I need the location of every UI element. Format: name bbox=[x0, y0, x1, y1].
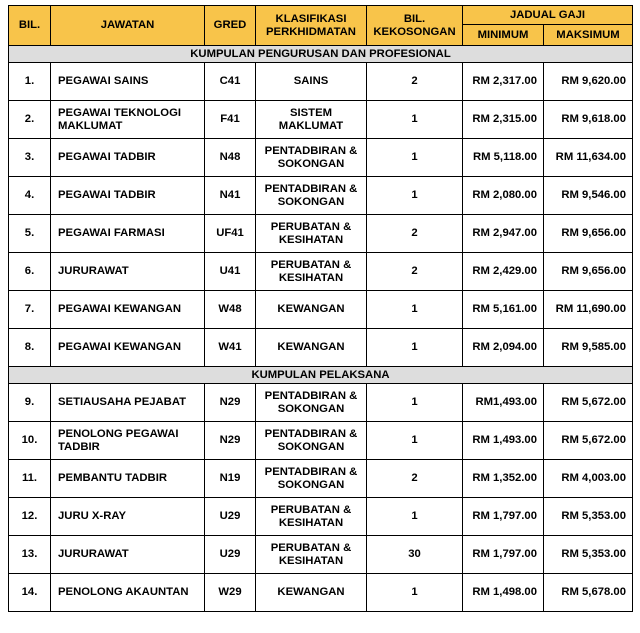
cell-gred: UF41 bbox=[205, 215, 256, 253]
cell-klasifikasi: SAINS bbox=[256, 63, 367, 101]
cell-jawatan: JURURAWAT bbox=[51, 536, 205, 574]
cell-minimum: RM 2,315.00 bbox=[463, 101, 544, 139]
cell-kekosongan: 30 bbox=[367, 536, 463, 574]
cell-klasifikasi: SISTEM MAKLUMAT bbox=[256, 101, 367, 139]
cell-klasifikasi: PENTADBIRAN & SOKONGAN bbox=[256, 460, 367, 498]
cell-jawatan: PEGAWAI TADBIR bbox=[51, 139, 205, 177]
cell-kekosongan: 1 bbox=[367, 574, 463, 612]
group-title: KUMPULAN PELAKSANA bbox=[9, 367, 633, 384]
cell-kekosongan: 1 bbox=[367, 291, 463, 329]
cell-maksimum: RM 5,672.00 bbox=[544, 384, 633, 422]
cell-gred: N29 bbox=[205, 384, 256, 422]
cell-gred: N41 bbox=[205, 177, 256, 215]
cell-jawatan: PEGAWAI FARMASI bbox=[51, 215, 205, 253]
cell-jawatan: PENOLONG AKAUNTAN bbox=[51, 574, 205, 612]
cell-bil: 13. bbox=[9, 536, 51, 574]
cell-kekosongan: 1 bbox=[367, 177, 463, 215]
cell-klasifikasi: KEWANGAN bbox=[256, 329, 367, 367]
cell-minimum: RM 2,317.00 bbox=[463, 63, 544, 101]
cell-jawatan: PEGAWAI KEWANGAN bbox=[51, 291, 205, 329]
cell-jawatan: JURURAWAT bbox=[51, 253, 205, 291]
cell-gred: C41 bbox=[205, 63, 256, 101]
cell-minimum: RM1,493.00 bbox=[463, 384, 544, 422]
cell-gred: W41 bbox=[205, 329, 256, 367]
cell-kekosongan: 2 bbox=[367, 460, 463, 498]
group-row bbox=[9, 367, 633, 384]
table-row bbox=[9, 253, 633, 291]
header-jawatan: JAWATAN bbox=[51, 6, 205, 46]
cell-maksimum: RM 5,672.00 bbox=[544, 422, 633, 460]
cell-kekosongan: 1 bbox=[367, 139, 463, 177]
cell-kekosongan: 1 bbox=[367, 422, 463, 460]
cell-maksimum: RM 9,546.00 bbox=[544, 177, 633, 215]
table-row bbox=[9, 574, 633, 612]
cell-gred: N29 bbox=[205, 422, 256, 460]
table-body bbox=[9, 46, 633, 612]
cell-minimum: RM 1,352.00 bbox=[463, 460, 544, 498]
cell-klasifikasi: KEWANGAN bbox=[256, 574, 367, 612]
header-maksimum: MAKSIMUM bbox=[544, 25, 633, 46]
table-row bbox=[9, 177, 633, 215]
cell-kekosongan: 1 bbox=[367, 498, 463, 536]
cell-bil: 9. bbox=[9, 384, 51, 422]
cell-jawatan: JURU X-RAY bbox=[51, 498, 205, 536]
cell-bil: 11. bbox=[9, 460, 51, 498]
cell-gred: U29 bbox=[205, 498, 256, 536]
cell-minimum: RM 5,161.00 bbox=[463, 291, 544, 329]
table-row bbox=[9, 291, 633, 329]
cell-klasifikasi: PENTADBIRAN & SOKONGAN bbox=[256, 139, 367, 177]
cell-gred: N19 bbox=[205, 460, 256, 498]
header-bil: BIL. bbox=[9, 6, 51, 46]
cell-jawatan: PEGAWAI TEKNOLOGI MAKLUMAT bbox=[51, 101, 205, 139]
cell-klasifikasi: KEWANGAN bbox=[256, 291, 367, 329]
cell-gred: U41 bbox=[205, 253, 256, 291]
table-row bbox=[9, 384, 633, 422]
cell-maksimum: RM 4,003.00 bbox=[544, 460, 633, 498]
cell-maksimum: RM 9,585.00 bbox=[544, 329, 633, 367]
cell-minimum: RM 1,493.00 bbox=[463, 422, 544, 460]
cell-maksimum: RM 9,656.00 bbox=[544, 253, 633, 291]
cell-minimum: RM 1,797.00 bbox=[463, 536, 544, 574]
cell-kekosongan: 2 bbox=[367, 253, 463, 291]
cell-kekosongan: 2 bbox=[367, 63, 463, 101]
cell-klasifikasi: PERUBATAN & KESIHATAN bbox=[256, 215, 367, 253]
table-row bbox=[9, 460, 633, 498]
cell-jawatan: PENOLONG PEGAWAI TADBIR bbox=[51, 422, 205, 460]
cell-klasifikasi: PERUBATAN & KESIHATAN bbox=[256, 498, 367, 536]
cell-bil: 1. bbox=[9, 63, 51, 101]
cell-maksimum: RM 5,678.00 bbox=[544, 574, 633, 612]
cell-gred: N48 bbox=[205, 139, 256, 177]
group-row bbox=[9, 46, 633, 63]
header-gred: GRED bbox=[205, 6, 256, 46]
header-kekosongan: BIL. KEKOSONGAN bbox=[367, 6, 463, 46]
cell-gred: F41 bbox=[205, 101, 256, 139]
table-row bbox=[9, 101, 633, 139]
header-minimum: MINIMUM bbox=[463, 25, 544, 46]
table-row bbox=[9, 329, 633, 367]
cell-minimum: RM 2,080.00 bbox=[463, 177, 544, 215]
cell-kekosongan: 2 bbox=[367, 215, 463, 253]
cell-minimum: RM 2,094.00 bbox=[463, 329, 544, 367]
cell-maksimum: RM 5,353.00 bbox=[544, 536, 633, 574]
cell-bil: 3. bbox=[9, 139, 51, 177]
vacancy-table bbox=[8, 5, 633, 612]
cell-kekosongan: 1 bbox=[367, 384, 463, 422]
table-row bbox=[9, 536, 633, 574]
cell-minimum: RM 5,118.00 bbox=[463, 139, 544, 177]
cell-bil: 4. bbox=[9, 177, 51, 215]
cell-bil: 7. bbox=[9, 291, 51, 329]
cell-maksimum: RM 9,656.00 bbox=[544, 215, 633, 253]
cell-gred: W29 bbox=[205, 574, 256, 612]
table-row bbox=[9, 215, 633, 253]
cell-kekosongan: 1 bbox=[367, 101, 463, 139]
cell-klasifikasi: PERUBATAN & KESIHATAN bbox=[256, 536, 367, 574]
cell-minimum: RM 1,498.00 bbox=[463, 574, 544, 612]
header-klasifikasi: KLASIFIKASI PERKHIDMATAN bbox=[256, 6, 367, 46]
cell-jawatan: PEMBANTU TADBIR bbox=[51, 460, 205, 498]
cell-maksimum: RM 5,353.00 bbox=[544, 498, 633, 536]
cell-klasifikasi: PENTADBIRAN & SOKONGAN bbox=[256, 177, 367, 215]
cell-minimum: RM 1,797.00 bbox=[463, 498, 544, 536]
table-row bbox=[9, 498, 633, 536]
cell-bil: 2. bbox=[9, 101, 51, 139]
cell-bil: 10. bbox=[9, 422, 51, 460]
cell-maksimum: RM 9,618.00 bbox=[544, 101, 633, 139]
cell-minimum: RM 2,947.00 bbox=[463, 215, 544, 253]
cell-maksimum: RM 11,634.00 bbox=[544, 139, 633, 177]
cell-jawatan: PEGAWAI TADBIR bbox=[51, 177, 205, 215]
cell-klasifikasi: PERUBATAN & KESIHATAN bbox=[256, 253, 367, 291]
cell-maksimum: RM 11,690.00 bbox=[544, 291, 633, 329]
group-title: KUMPULAN PENGURUSAN DAN PROFESIONAL bbox=[9, 46, 633, 63]
cell-kekosongan: 1 bbox=[367, 329, 463, 367]
cell-bil: 14. bbox=[9, 574, 51, 612]
cell-bil: 12. bbox=[9, 498, 51, 536]
cell-minimum: RM 2,429.00 bbox=[463, 253, 544, 291]
cell-bil: 5. bbox=[9, 215, 51, 253]
cell-gred: W48 bbox=[205, 291, 256, 329]
cell-jawatan: PEGAWAI SAINS bbox=[51, 63, 205, 101]
table-row bbox=[9, 63, 633, 101]
cell-maksimum: RM 9,620.00 bbox=[544, 63, 633, 101]
cell-jawatan: SETIAUSAHA PEJABAT bbox=[51, 384, 205, 422]
cell-klasifikasi: PENTADBIRAN & SOKONGAN bbox=[256, 384, 367, 422]
cell-jawatan: PEGAWAI KEWANGAN bbox=[51, 329, 205, 367]
cell-klasifikasi: PENTADBIRAN & SOKONGAN bbox=[256, 422, 367, 460]
table-row bbox=[9, 422, 633, 460]
cell-bil: 8. bbox=[9, 329, 51, 367]
cell-bil: 6. bbox=[9, 253, 51, 291]
cell-gred: U29 bbox=[205, 536, 256, 574]
header-jadual-gaji: JADUAL GAJI bbox=[463, 6, 633, 25]
table-row bbox=[9, 139, 633, 177]
